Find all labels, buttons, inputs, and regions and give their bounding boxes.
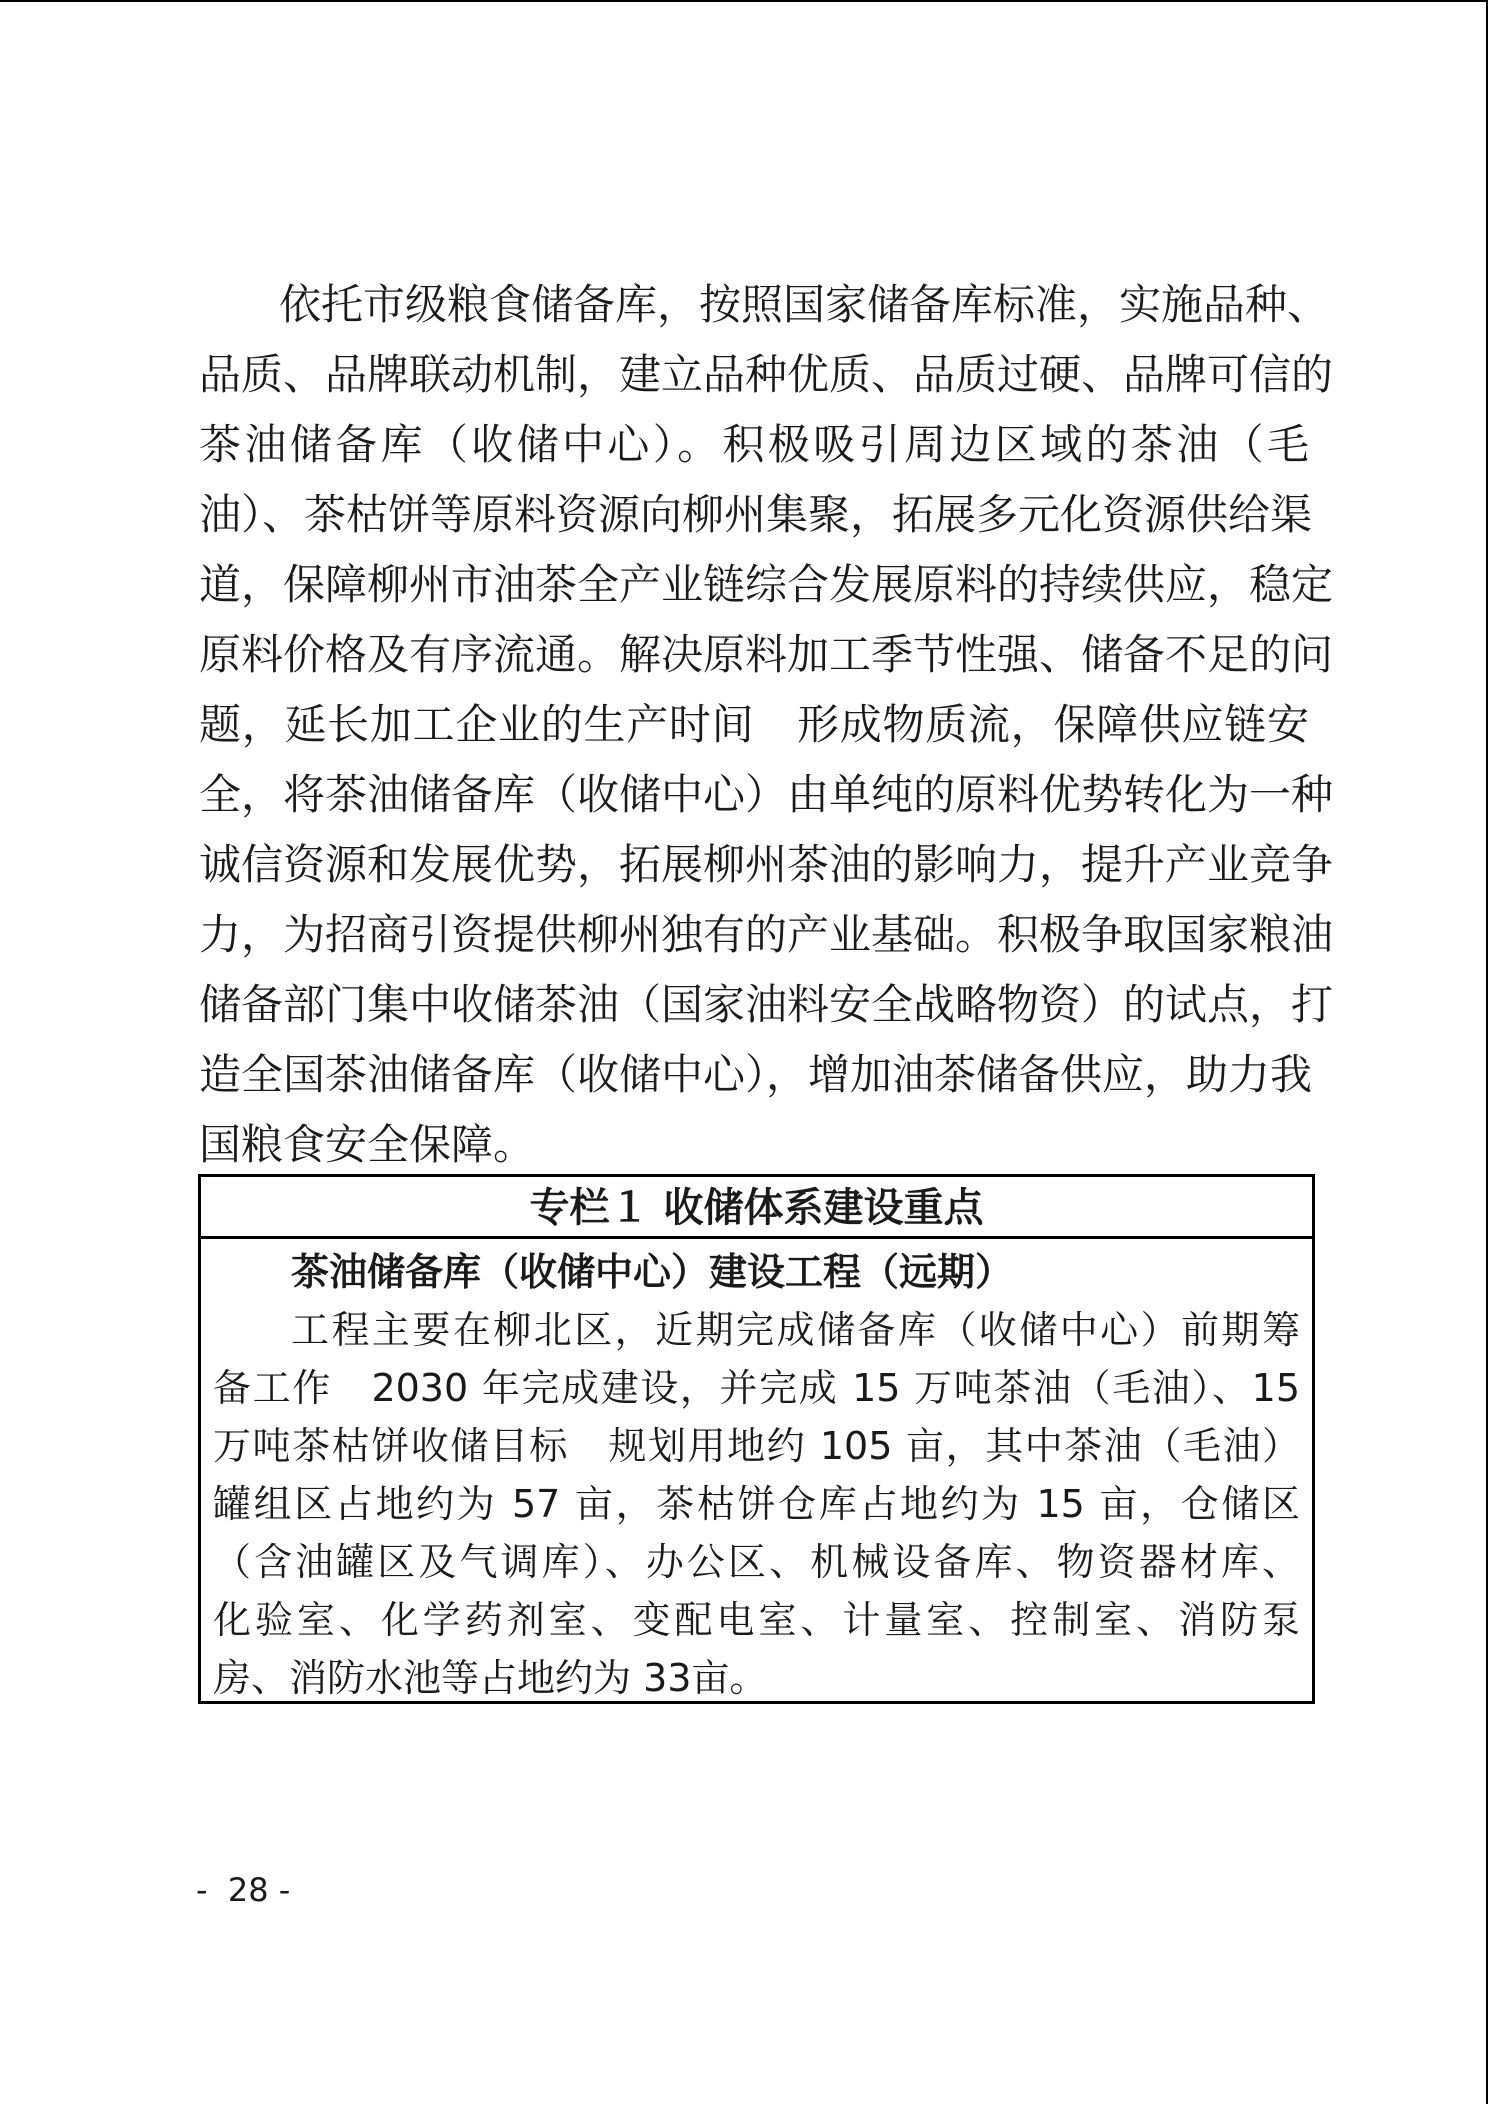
feature-box-line: 万吨茶枯饼收储目标 规划用地约 105 亩，其中茶油（毛油）	[213, 1424, 1300, 1468]
paragraph-line: 茶油储备库（收储中心）。积极吸引周边区域的茶油（毛	[199, 420, 1309, 469]
feature-box-line: 化验室、化学药剂室、变配电室、计量室、控制室、消防泵	[213, 1598, 1300, 1642]
page-top-border	[0, 0, 1488, 2]
feature-box-line: 房、消防水池等占地约为 33亩。	[213, 1656, 768, 1700]
feature-box-line: （含油罐区及气调库）、办公区、机械设备库、物资器材库、	[213, 1540, 1300, 1584]
feature-box-subtitle: 茶油储备库（收储中心）建设工程（远期）	[291, 1250, 1014, 1294]
feature-box-line: 工程主要在柳北区，近期完成储备库（收储中心）前期筹	[291, 1308, 1300, 1352]
paragraph-line: 题，延长加工企业的生产时间 形成物质流，保障供应链安	[199, 700, 1309, 749]
paragraph-line: 储备部门集中收储茶油（国家油料安全战略物资）的试点，打	[199, 980, 1334, 1029]
paragraph-line: 油）、茶枯饼等原料资源向柳州集聚，拓展多元化资源供给渠	[199, 490, 1313, 539]
paragraph-line: 道，保障柳州市油茶全产业链综合发展原料的持续供应，稳定	[199, 560, 1334, 609]
page-number: - 28 -	[196, 1871, 291, 1909]
paragraph-line: 原料价格及有序流通。解决原料加工季节性强、储备不足的问	[199, 630, 1334, 679]
paragraph-line: 品质、品牌联动机制，建立品种优质、品质过硬、品牌可信的	[199, 350, 1334, 399]
feature-box-title: 专栏１ 收储体系建设重点	[201, 1177, 1312, 1239]
paragraph-line: 国粮食安全保障。	[199, 1120, 536, 1169]
feature-box-line: 备工作 2030 年完成建设，并完成 15 万吨茶油（毛油）、15	[213, 1366, 1300, 1410]
paragraph-line: 依托市级粮食储备库，按照国家储备库标准，实施品种、	[279, 280, 1330, 329]
feature-box-line: 罐组区占地约为 57 亩，茶枯饼仓库占地约为 15 亩，仓储区	[213, 1482, 1300, 1526]
paragraph-line: 造全国茶油储备库（收储中心），增加油茶储备供应，助力我	[199, 1050, 1313, 1099]
feature-box-body	[201, 1239, 1312, 1707]
paragraph-line: 全，将茶油储备库（收储中心）由单纯的原料优势转化为一种	[199, 770, 1334, 819]
paragraph-line: 力，为招商引资提供柳州独有的产业基础。积极争取国家粮油	[199, 910, 1334, 959]
body-paragraph	[199, 270, 1334, 1180]
paragraph-line: 诚信资源和发展优势，拓展柳州茶油的影响力，提升产业竞争	[199, 840, 1334, 889]
feature-box	[198, 1174, 1315, 1704]
